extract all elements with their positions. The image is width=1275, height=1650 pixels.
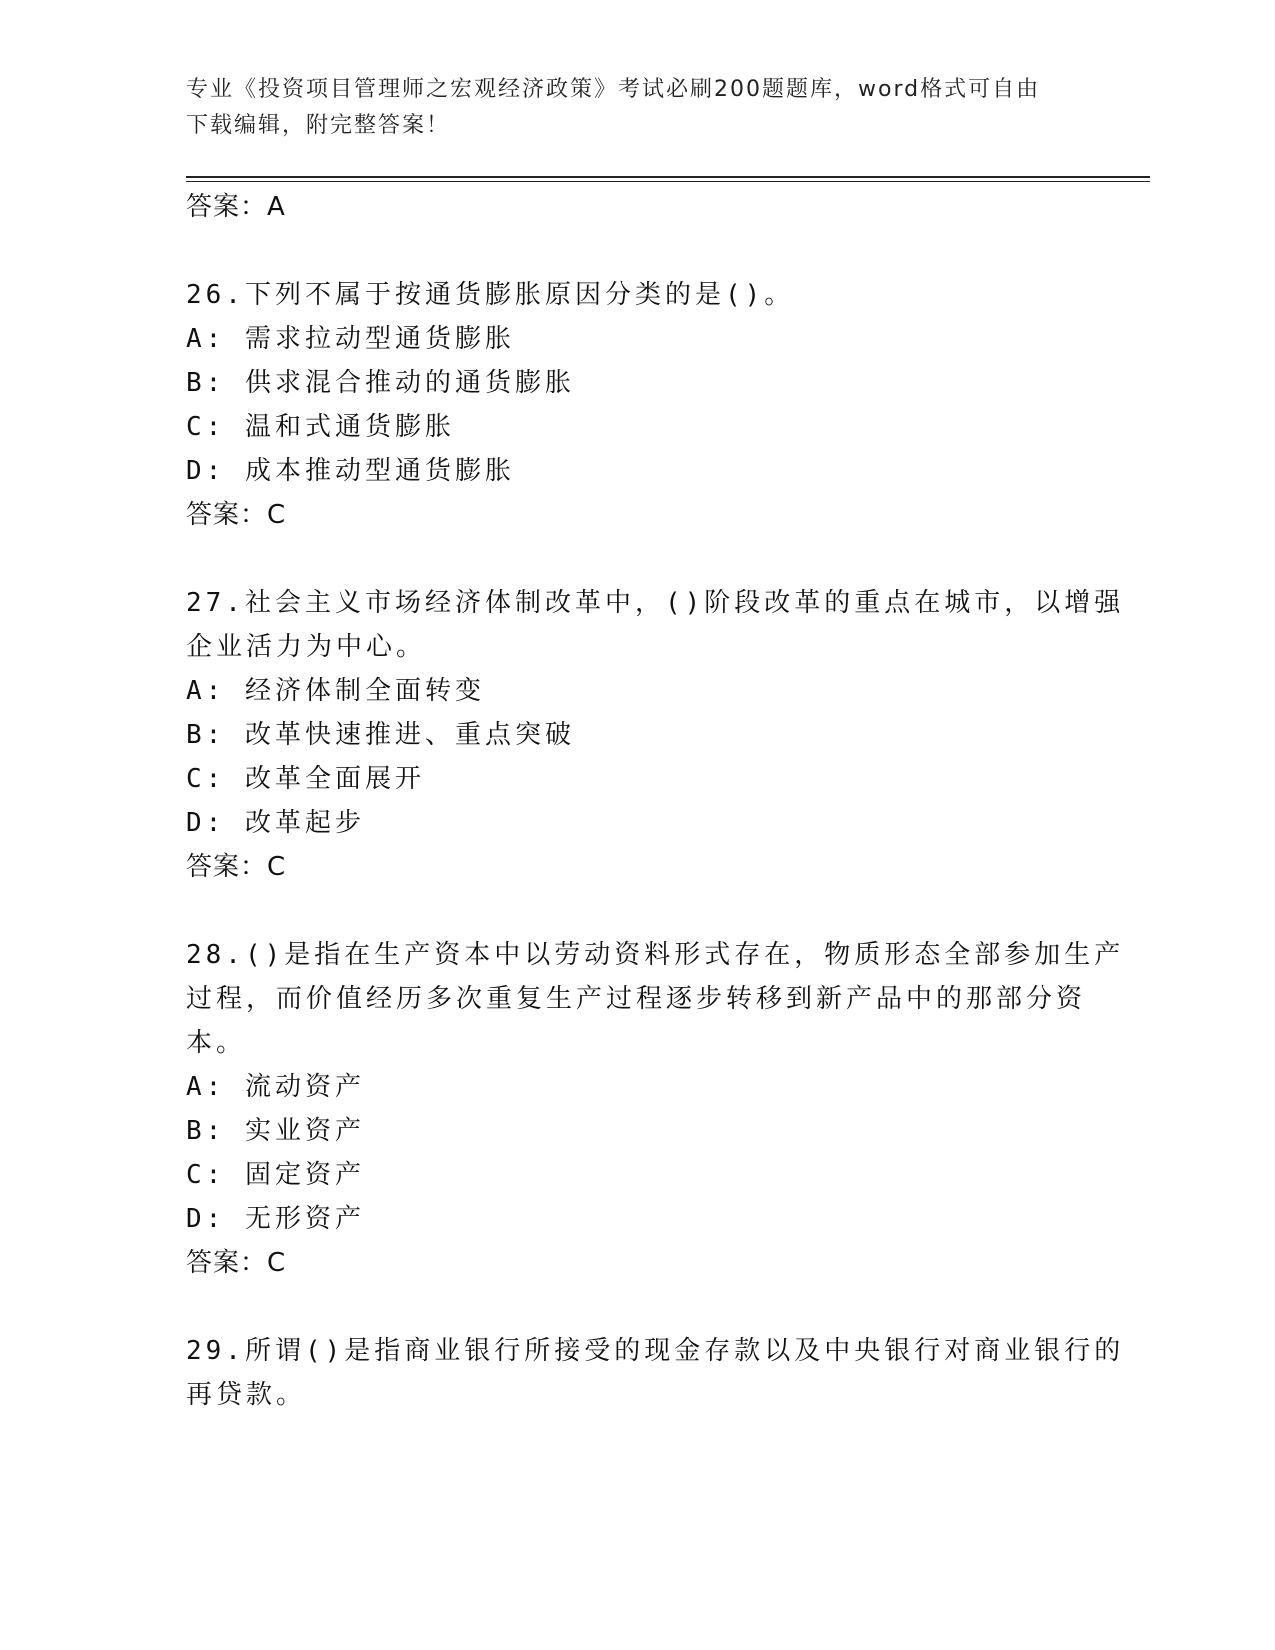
question-27-stem-line-2: 企业活力为中心。 — [186, 632, 427, 662]
question-26-option-b: B: 供求混合推动的通货膨胀 — [186, 368, 575, 398]
question-27-option-c: C: 改革全面展开 — [186, 764, 425, 794]
question-28-option-c: C: 固定资产 — [186, 1160, 365, 1190]
header-divider-thin — [186, 181, 1150, 182]
question-28-option-a: A: 流动资产 — [186, 1072, 365, 1102]
question-27-option-d: D: 改革起步 — [186, 808, 365, 838]
question-26-stem-line-1: 26.下列不属于按通货膨胀原因分类的是()。 — [186, 280, 795, 310]
question-27-stem-line-1: 27.社会主义市场经济体制改革中，()阶段改革的重点在城市，以增强 — [186, 588, 1125, 618]
question-26-option-d: D: 成本推动型通货膨胀 — [186, 456, 515, 486]
question-28-stem-line-1: 28.()是指在生产资本中以劳动资料形式存在，物质形态全部参加生产 — [186, 940, 1125, 970]
header-divider-thick — [186, 176, 1150, 178]
question-28-stem-line-2: 过程，而价值经历多次重复生产过程逐步转移到新产品中的那部分资 — [186, 984, 1087, 1014]
header-line-1: 专业《投资项目管理师之宏观经济政策》考试必刷200题题库，word格式可自由 — [186, 77, 1041, 102]
question-27-option-a: A: 经济体制全面转变 — [186, 676, 485, 706]
question-26-answer: 答案：C — [186, 500, 287, 530]
question-28-stem-line-3: 本。 — [186, 1028, 247, 1058]
question-28-answer: 答案：C — [186, 1248, 287, 1278]
question-28-option-b: B: 实业资产 — [186, 1116, 365, 1146]
previous-answer: 答案：A — [186, 192, 286, 222]
question-26-option-c: C: 温和式通货膨胀 — [186, 412, 455, 442]
question-26-option-a: A: 需求拉动型通货膨胀 — [186, 324, 515, 354]
header-line-2: 下载编辑，附完整答案！ — [186, 113, 451, 138]
question-27-option-b: B: 改革快速推进、重点突破 — [186, 720, 575, 750]
question-29-stem-line-1: 29.所谓()是指商业银行所接受的现金存款以及中央银行对商业银行的 — [186, 1336, 1125, 1366]
question-27-answer: 答案：C — [186, 852, 287, 882]
question-28-option-d: D: 无形资产 — [186, 1204, 365, 1234]
question-29-stem-line-2: 再贷款。 — [186, 1380, 307, 1410]
document-header — [186, 72, 1066, 144]
